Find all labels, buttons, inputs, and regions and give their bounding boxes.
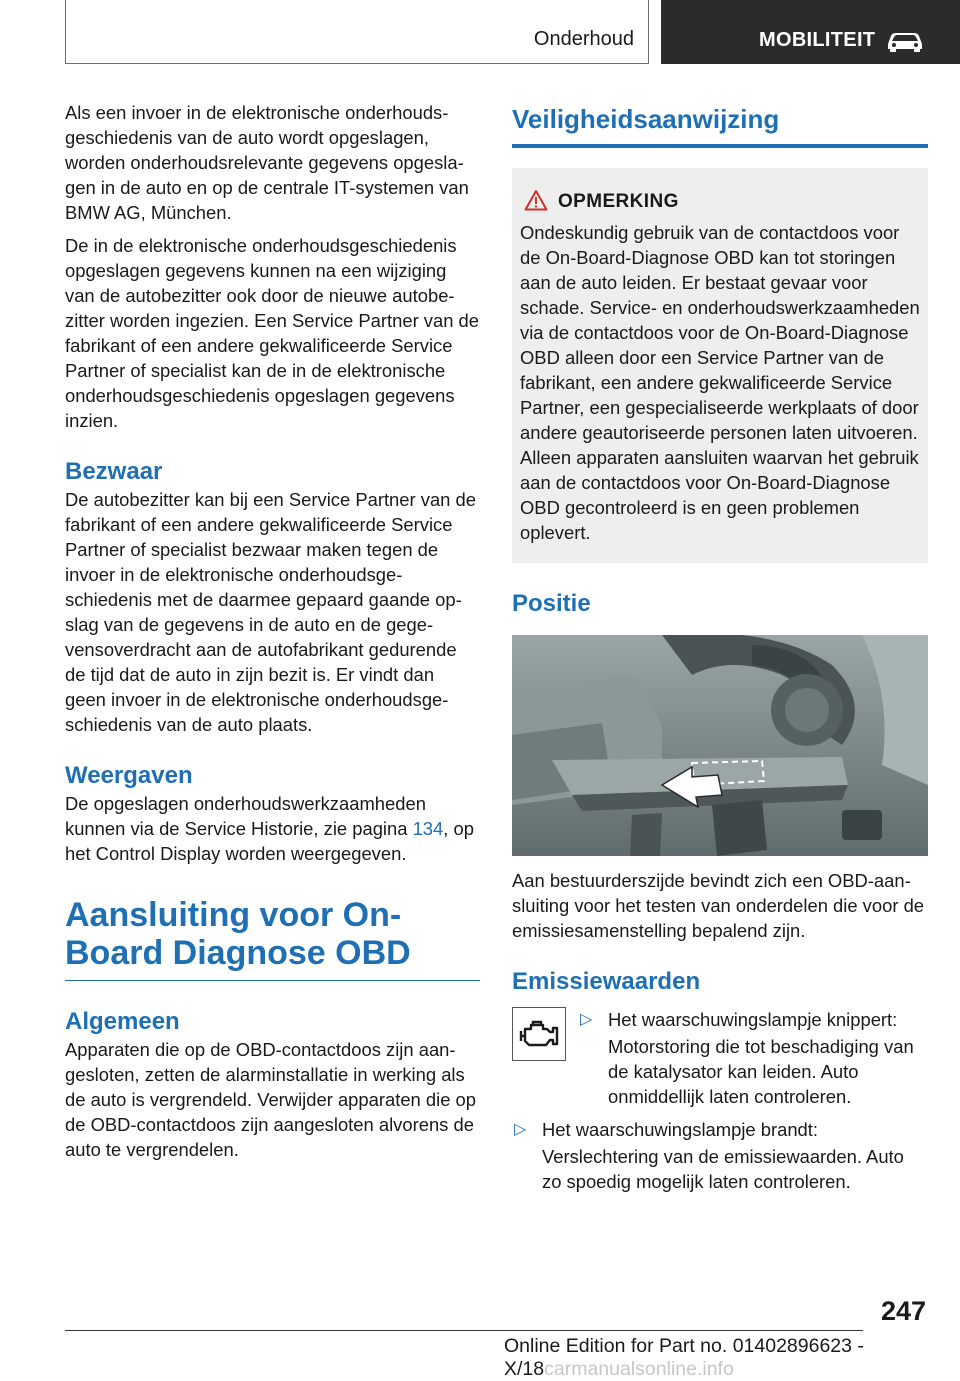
footer-text [504,1335,960,1381]
header-chapter-title: MOBILITEIT [759,29,876,51]
warning-title-row [558,190,920,214]
obd-location-illustration [512,635,928,856]
obd-chapter-heading: Aansluiting voor On-Board Diagnose OBD [65,896,480,981]
emissie-list [512,1007,928,1194]
safety-heading: Veiligheidsaanwijzing [512,100,928,148]
emissie-item-2 [512,1117,928,1194]
emissie-item-2-text: Verslechtering van de emissiewaarden. Auto zo spoedig mogelijk laten controleren. [542,1146,904,1192]
intro-paragraph-1: Als een invoer in de elektronische onderhoudsgeschiedenis van de auto wordt opgeslagen, worden onderhoudsrelevante gegevens opgeslagen in de auto en op de centrale IT-systemen van BMW AG, München. [65,102,469,223]
bullet-triangle-icon: ▷ [514,1121,527,1138]
car-icon [885,30,925,52]
warning-text: Ondeskundig gebruik van de contactdoos voor de On-Board-Diagnose OBD kan tot storingen aan de auto leiden. Er bestaat gevaar voor schade. Service- en onderhoudswerkzaamheden via de contactdoos voor de On-Board-Diagnose OBD alleen door een Service Partner van de fabrikant, een andere gekwalificeerde Service Partner, een gespecialiseerde werkplaats of door andere geautoriseerde personen laten uitvoeren. Alleen apparaten aansluiten waarvan het gebruik aan de contactdoos voor On-Board-Diagnose OBD gecontroleerd is en geen problemen oplevert. [520,222,920,543]
weergaven-text-after: , op het Control Display worden weergegeven. [65,818,474,864]
weergaven-text [65,791,480,866]
footer-watermark: carmanualsonline.info [544,1358,734,1380]
weergaven-text-before: De opgeslagen onderhoudswerkzaamheden kunnen via de Service Historie, zie pagina [65,793,426,839]
header-chapter-box [661,0,960,64]
footer-edition: Online Edition for Part no. 01402896623 - X/18 [504,1335,864,1380]
page-link-134[interactable]: 134 [412,818,444,839]
engine-warning-icon [519,1019,559,1049]
positie-heading: Positie [512,590,591,617]
algemeen-heading: Algemeen [65,1008,180,1035]
footer-divider [65,1330,863,1331]
bezwaar-heading: Bezwaar [65,458,163,485]
engine-warning-box [512,1007,566,1061]
warning-triangle-icon [524,189,548,211]
warning-box [512,168,928,563]
intro-paragraph-2: De in de elektronische onderhoudsgeschiedenis opgeslagen gegevens kunnen na een wijziging van de autobezitter ook door de nieuwe autobezitter worden ingezien. Een Service Partner van de fabrikant of een andere gekwalificeerde Service Partner of specialist kan de in de elektronische onderhoudsgeschiedenis opgeslagen gegevens inzien. [65,235,480,431]
emissie-heading: Emissiewaarden [512,968,701,995]
bullet-triangle-icon: ▷ [580,1011,593,1028]
header-section-box [65,0,649,64]
algemeen-text: Apparaten die op de OBD-contactdoos zijn aangesloten, zetten de alarminstallatie in werking als de auto is vergrendeld. Verwijder apparaten die op de OBD-contactdoos zijn aangesloten alvorens de auto te vergrendelen. [65,1039,476,1160]
right-column [512,100,928,1202]
emissie-item-1-label: Het waarschuwingslampje knippert: [608,1009,898,1030]
obd-location-photo [512,635,928,856]
left-column [65,100,480,1170]
emissie-item-1-text: Motorstoring die tot beschadiging van de katalysator kan leiden. Auto onmiddellijk laten controleren. [608,1036,914,1107]
page-number: 247 [880,1296,926,1326]
emissie-item-1 [578,1007,928,1109]
positie-caption: Aan bestuurderszijde bevindt zich een OBD-aansluiting voor het testen van onderdelen die voor de emissiesamenstelling bepalend zijn. [512,870,925,941]
weergaven-heading: Weergaven [65,762,193,789]
bezwaar-text: De autobezitter kan bij een Service Partner van de fabrikant of een andere gekwalificeerde Service Partner of specialist bezwaar maken tegen de invoer in de elektronische onderhoudsgeschiedenis met de daarmee gepaard gaande opslag van de gegevens in de auto en de gegevensoverdracht aan de autofabrikant gedurende de tijd dat de auto in zijn bezit is. Er vindt dan geen invoer in de elektronische onderhoudsgeschiedenis van de auto plaats. [65,489,476,735]
warning-title: OPMERKING [558,191,679,212]
header-section-title: Onderhoud [533,28,634,50]
emissie-item-2-label: Het waarschuwingslampje brandt: [542,1119,818,1140]
